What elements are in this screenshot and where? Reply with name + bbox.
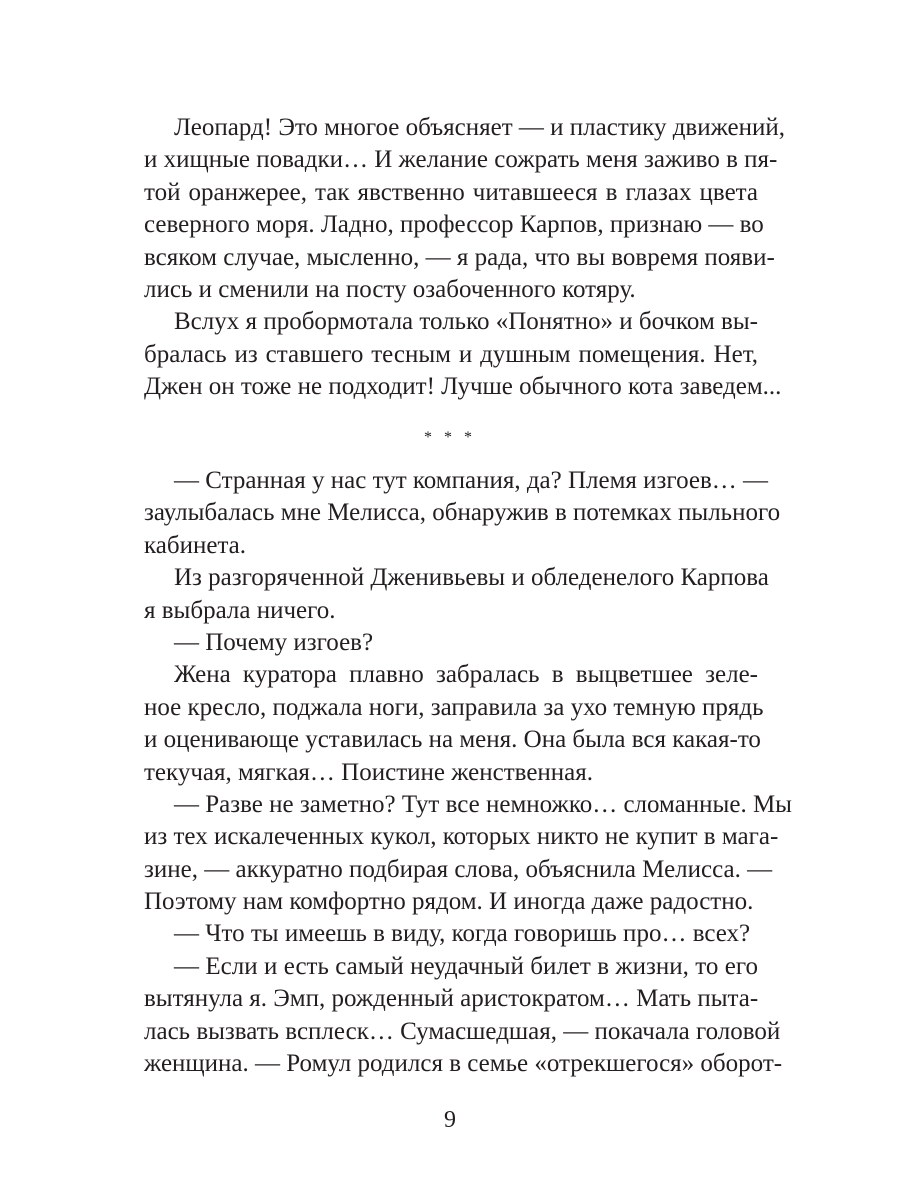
text-line: ное кресло, поджала ноги, заправила за ухо темную прядь bbox=[144, 693, 764, 721]
text-line: текучая, мягкая… Поистине женственная. bbox=[144, 758, 594, 786]
text-line: Из разгоряченной Дженивьевы и обледенелого Карпова bbox=[174, 564, 769, 592]
text-line: — Странная у нас тут компания, да? Племя изгоев… — bbox=[174, 467, 769, 494]
text-line: — Если и есть самый неудачный билет в жизни, то его bbox=[174, 952, 758, 980]
text-line: — Почему изгоев? bbox=[174, 628, 374, 656]
text-line: кабинета. bbox=[144, 531, 247, 559]
text-line: вытянула я. Эмп, рожденный аристократом… Мать пыта- bbox=[144, 985, 759, 1013]
text-block-top bbox=[144, 112, 786, 404]
text-line: той оранжерее, так явственно читавшееся в глазах цвета bbox=[144, 178, 758, 206]
text-line: лась вызвать всплеск… Сумасшедшая, — покачала головой bbox=[144, 1017, 781, 1045]
text-line: Леопард! Это многое объясняет — и пластику движений, bbox=[174, 114, 786, 141]
text-line: заулыбалась мне Мелисса, обнаружив в потемках пыльного bbox=[144, 499, 781, 527]
page-number: 9 bbox=[444, 1107, 456, 1133]
text-line: я выбрала ничего. bbox=[144, 596, 336, 624]
text-line: всяком случае, мысленно, — я рада, что вы вовремя появи- bbox=[144, 243, 775, 271]
text-line: Вслух я пробормотала только «Понятно» и бочком вы- bbox=[174, 308, 758, 336]
text-line: лись и сменили на посту озабоченного котяру. bbox=[144, 275, 636, 303]
text-line: бралась из ставшего тесным и душным помещения. Нет, bbox=[144, 340, 758, 368]
text-line: Жена куратора плавно забралась в выцветшее зеле- bbox=[174, 661, 758, 689]
text-line: из тех искалеченных кукол, которых никто не купит в мага- bbox=[144, 823, 779, 851]
text-line: — Разве не заметно? Тут все немножко… сломанные. Мы bbox=[174, 790, 792, 818]
section-separator: * * * bbox=[424, 429, 476, 446]
text-block-bottom bbox=[144, 465, 792, 1080]
text-line: и хищные повадки… И желание сожрать меня заживо в пя- bbox=[144, 146, 778, 174]
text-line: северного моря. Ладно, профессор Карпов, признаю — во bbox=[144, 211, 764, 239]
text-line: и оценивающе уставилась на меня. Она была вся какая-то bbox=[144, 726, 761, 754]
text-line: Поэтому нам комфортно рядом. И иногда даже радостно. bbox=[144, 888, 754, 916]
text-line: женщина. — Ромул родился в семье «отрекшегося» оборот- bbox=[144, 1050, 783, 1078]
text-line: зине, — аккуратно подбирая слова, объяснила Мелисса. — bbox=[144, 855, 773, 883]
text-line: Джен он тоже не подходит! Лучше обычного кота заведем... bbox=[144, 373, 782, 401]
text-line: — Что ты имеешь в виду, когда говоришь про… всех? bbox=[174, 920, 751, 948]
